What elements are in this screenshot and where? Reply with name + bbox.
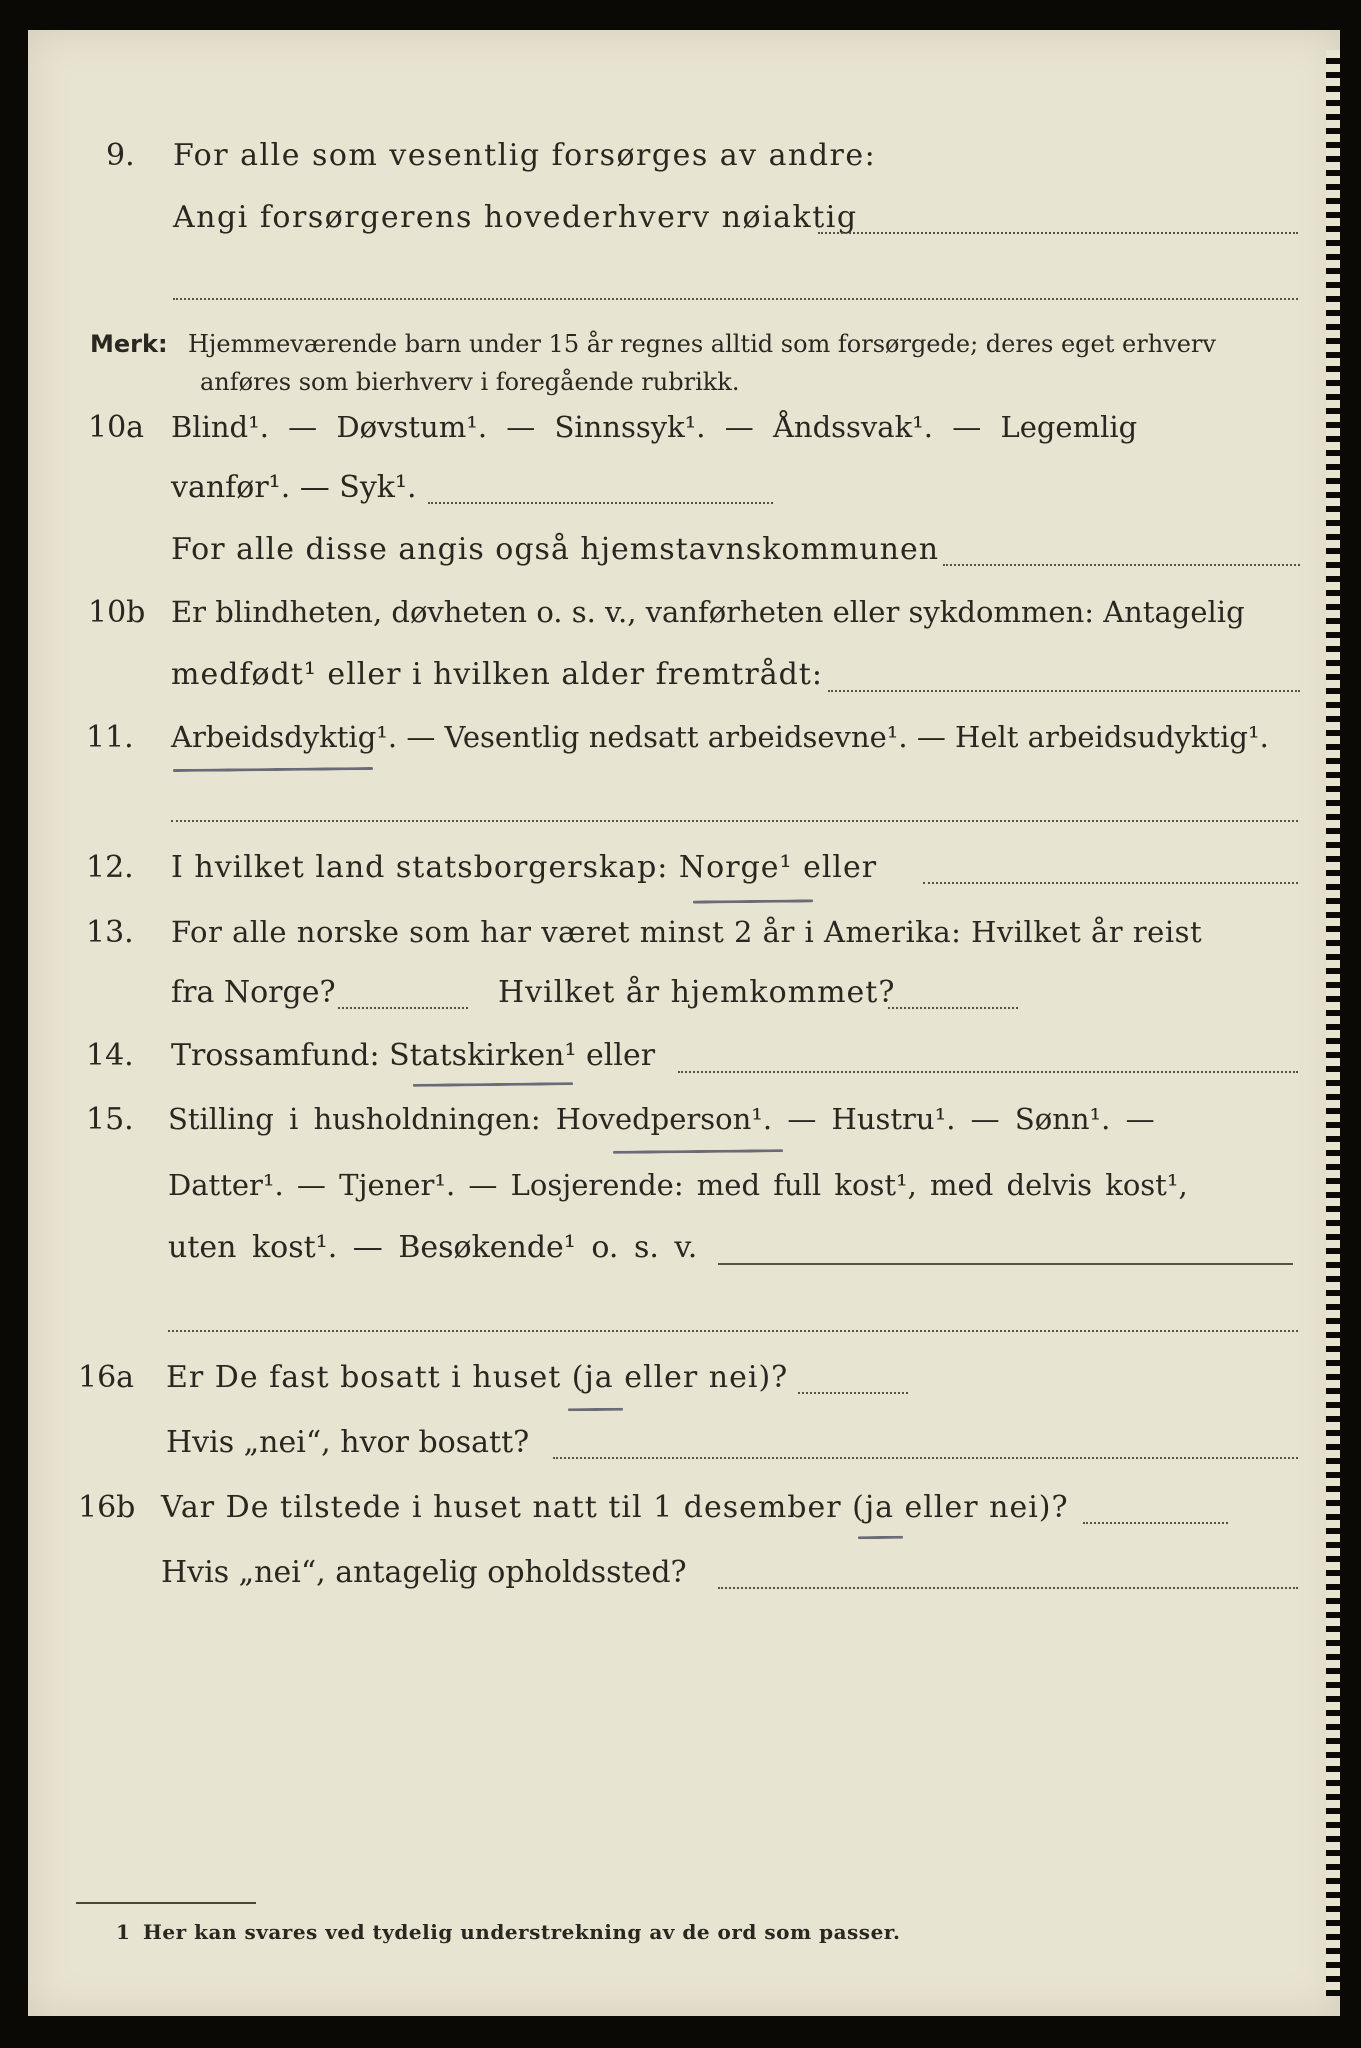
answer-line[interactable] [923, 882, 1298, 884]
question-text: Stilling i husholdningen: Hovedperson¹. — Hustru¹. — Sønn¹. — [168, 1102, 1155, 1136]
question-number: 11. [86, 720, 134, 755]
question-text: Var De tilstede i huset natt til 1 desember (ja eller nei)? [161, 1490, 1069, 1525]
footnote-mark: 1 [116, 1920, 130, 1944]
question-text: For alle som vesentlig forsørges av andre: [173, 138, 877, 173]
question-number: 12. [86, 850, 134, 885]
question-text: Arbeidsdyktig¹. — Vesentlig nedsatt arbeidsevne¹. — Helt arbeidsudyktig¹. [171, 720, 1269, 754]
census-form-page [28, 30, 1340, 2016]
question-text: For alle norske som har været minst 2 år i Amerika: Hvilket år reist [171, 915, 1203, 949]
answer-line[interactable] [1083, 1522, 1228, 1524]
question-number: 13. [86, 915, 134, 950]
answer-line[interactable] [888, 1007, 1018, 1009]
handwritten-underline [613, 1149, 783, 1154]
question-text: Datter¹. — Tjener¹. — Losjerende: med full kost¹, med delvis kost¹, [168, 1168, 1188, 1202]
footnote-text: Her kan svares ved tydelig understrekning av de ord som passer. [143, 1920, 901, 1944]
question-number: 15. [86, 1102, 134, 1137]
answer-line[interactable] [428, 502, 773, 504]
answer-line[interactable] [171, 820, 1298, 822]
answer-line[interactable] [798, 1392, 908, 1394]
handwritten-underline [568, 1408, 623, 1412]
answer-line[interactable] [173, 298, 1298, 300]
question-text: medfødt¹ eller i hvilken alder fremtrådt: [171, 657, 823, 692]
handwritten-underline [173, 767, 373, 772]
question-number: 14. [86, 1038, 134, 1073]
perforated-edge [1326, 50, 1340, 1996]
question-text: I hvilket land statsborgerskap: Norge¹ eller [171, 850, 878, 885]
answer-line[interactable] [818, 232, 1298, 234]
handwritten-underline [413, 1082, 573, 1087]
answer-line[interactable] [943, 564, 1300, 566]
question-text: For alle disse angis også hjemstavnskommunen [171, 532, 940, 567]
question-text: Angi forsørgerens hovederhverv nøiaktig [173, 200, 858, 235]
question-number: 9. [106, 138, 135, 173]
question-text: Er blindheten, døvheten o. s. v., vanførheten eller sykdommen: Antagelig [171, 595, 1245, 629]
question-number: 16a [78, 1360, 135, 1395]
question-text: Hvilket år hjemkommet? [498, 975, 896, 1010]
question-number: 16b [78, 1490, 136, 1525]
handwritten-underline [858, 1536, 903, 1539]
answer-line[interactable] [718, 1263, 1293, 1265]
question-text: Blind¹. — Døvstum¹. — Sinnssyk¹. — Åndssvak¹. — Legemlig [171, 410, 1138, 444]
answer-line[interactable] [338, 1007, 468, 1009]
note-text: Hjemmeværende barn under 15 år regnes alltid som forsørgede; deres eget erhverv [188, 330, 1216, 358]
answer-line[interactable] [718, 1587, 1298, 1589]
answer-line[interactable] [168, 1330, 1298, 1332]
question-number: 10a [88, 410, 145, 445]
question-text: vanfør¹. — Syk¹. [171, 470, 417, 505]
note-text: anføres som bierhverv i foregående rubrikk. [200, 368, 740, 396]
handwritten-underline [693, 899, 813, 903]
footnote-divider [76, 1902, 256, 1904]
answer-line[interactable] [828, 690, 1300, 692]
question-text: Trossamfund: Statskirken¹ eller [171, 1038, 656, 1073]
question-text: fra Norge? [171, 975, 336, 1010]
question-number: 10b [88, 595, 146, 630]
question-text: Er De fast bosatt i huset (ja eller nei)? [166, 1360, 789, 1395]
note-label: Merk: [90, 330, 168, 358]
question-text: Hvis „nei“, antagelig opholdssted? [161, 1555, 687, 1590]
answer-line[interactable] [553, 1457, 1298, 1459]
question-text: Hvis „nei“, hvor bosatt? [166, 1425, 530, 1460]
answer-line[interactable] [678, 1071, 1298, 1073]
question-text: uten kost¹. — Besøkende¹ o. s. v. [168, 1230, 698, 1265]
